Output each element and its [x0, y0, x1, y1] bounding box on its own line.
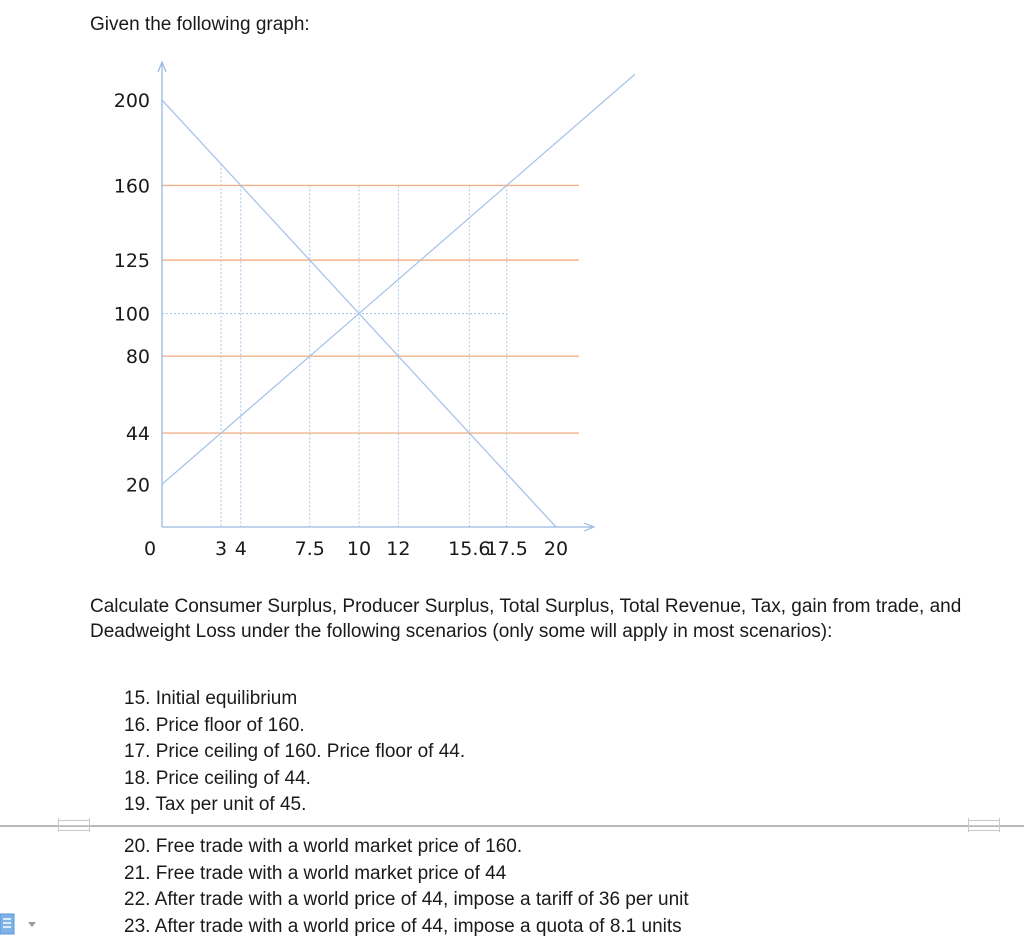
y-tick-label: 200 [113, 90, 150, 112]
x-tick-label: 7.5 [294, 538, 325, 560]
x-tick-label: 20 [543, 538, 569, 560]
intro-text: Given the following graph: [90, 14, 310, 35]
x-tick-label: 12 [386, 538, 411, 560]
margin-marker-right [968, 818, 1000, 832]
y-tick-label: 160 [113, 175, 150, 198]
scenario-item: 21. Free trade with a world market price of 44 [124, 862, 507, 884]
scenario-item: 23. After trade with a world price of 44, impose a quota of 8.1 units [124, 915, 682, 937]
scenario-item: 16. Price floor of 160. [124, 714, 305, 736]
y-tick-label: 20 [125, 474, 150, 497]
y-tick-label: 100 [113, 303, 150, 326]
document-icon[interactable] [0, 912, 40, 938]
scenario-item: 17. Price ceiling of 160. Price floor of 44. [124, 741, 466, 763]
margin-marker-left [58, 818, 90, 832]
scenario-list-top [124, 686, 465, 819]
x-tick-label: 3 [215, 538, 228, 560]
scenario-item: 15. Initial equilibrium [124, 688, 298, 709]
scenario-list-bottom [124, 834, 689, 940]
scenario-item: 19. Tax per unit of 45. [124, 794, 307, 816]
scenario-item: 22. After trade with a world price of 44, impose a tariff of 36 per unit [124, 889, 689, 911]
scenario-item: 18. Price ceiling of 44. [124, 767, 311, 789]
x-tick-label: 10 [346, 538, 372, 560]
scenario-item: 20. Free trade with a world market price of 160. [124, 836, 523, 857]
x-tick-label: 0 [143, 538, 157, 560]
x-tick-label: 4 [234, 538, 247, 560]
x-tick-label: 15.6 [448, 538, 491, 560]
question-text: Calculate Consumer Surplus, Producer Surplus, Total Surplus, Total Revenue, Tax, gain from trade, and Deadweight Loss under the following scenarios (only some will apply in most scenarios): [90, 596, 962, 642]
y-tick-label: 44 [125, 423, 150, 446]
x-tick-label: 17.5 [485, 538, 528, 560]
page-break-divider [0, 825, 1024, 827]
y-tick-label: 125 [113, 250, 150, 273]
y-tick-label: 80 [125, 346, 150, 369]
